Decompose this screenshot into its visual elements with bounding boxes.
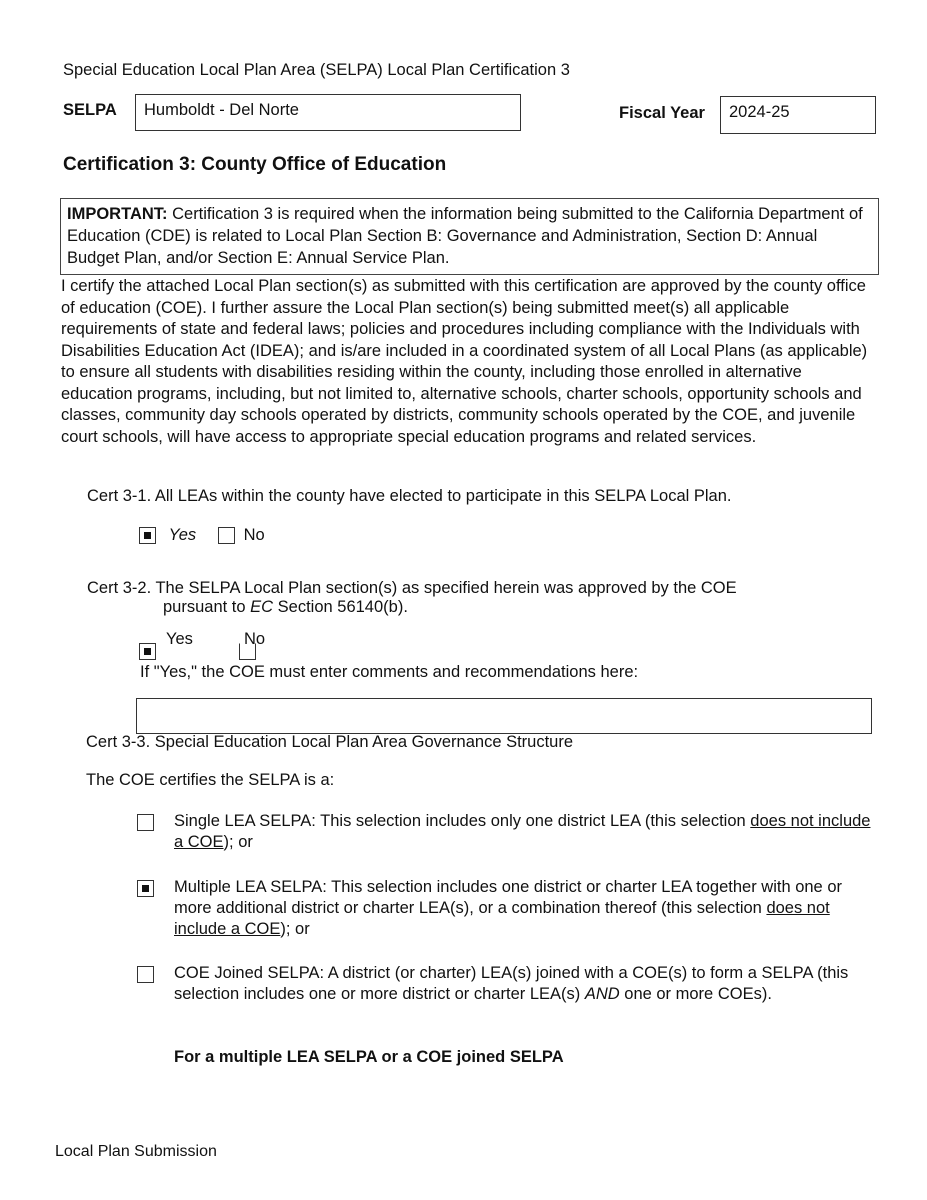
certification-paragraph: I certify the attached Local Plan section(s) as submitted with this certification are approved by the county office of education (COE). I further assure the Local Plan section(s) being submitted meet(s) all applicable requirements of state and federal laws; policies and procedures including compliance with the Individuals with Disabilities Education Act (IDEA); and is/are included in a coordinated system of all Local Plans (as applicable) to ensure all students with disabilities residing within the county, including those enrolled in alternative education programs, including, but not limited to, alternative schools, charter schools, opportunity schools and classes, community day schools operated by districts, community schools operated by the COE, and juvenile court schools, will have access to appropriate special education programs and related services.	[61, 277, 868, 446]
cert-3-2-yes-checkbox[interactable]	[139, 643, 156, 660]
cert-3-2-line2-pre: pursuant to	[163, 598, 251, 616]
single-lea-text-a: Single LEA SELPA: This selection includes only one district LEA (this selection	[174, 812, 751, 830]
selpa-field[interactable]	[135, 94, 521, 131]
cert-3-2-line2	[163, 598, 408, 617]
multiple-lea-text	[174, 877, 874, 940]
governance-option-multiple-lea[interactable]	[135, 877, 875, 942]
cert-3-2-no-label: No	[244, 630, 266, 648]
governance-option-single-lea[interactable]	[135, 811, 875, 856]
multiple-or-coe-subheading: For a multiple LEA SELPA or a COE joined SELPA	[174, 1048, 564, 1066]
section-title: Certification 3: County Office of Education	[63, 154, 447, 175]
coe-joined-text-b: one or more COEs).	[619, 985, 772, 1003]
page-footer: Local Plan Submission	[55, 1143, 217, 1160]
multiple-lea-text-underlined: does not include a COE	[174, 899, 830, 938]
important-text: Certification 3 is required when the information being submitted to the California Department of Education (CDE) is related to Local Plan Section B: Governance and Administration, Section D: Annual Budget Plan, and/or Section E: Annual Service Plan.	[67, 205, 863, 267]
single-lea-text-b: ); or	[223, 833, 253, 851]
fiscal-year-label: Fiscal Year	[619, 104, 705, 122]
coe-joined-text	[174, 963, 874, 1005]
coe-joined-text-and: AND	[584, 985, 620, 1003]
cert-3-1-no-label: No	[243, 526, 265, 544]
fiscal-year-value: 2024-25	[729, 103, 790, 121]
cert-3-2-yes-label: Yes	[166, 630, 193, 648]
cert-3-1-yes-label: Yes	[168, 526, 197, 544]
cert-3-1-no-checkbox[interactable]	[218, 527, 235, 544]
single-lea-text-underlined: does not include a COE	[174, 812, 871, 851]
cert-3-1-yes-checkbox[interactable]	[139, 527, 156, 544]
multiple-lea-checkbox[interactable]	[137, 880, 154, 897]
fiscal-year-field[interactable]	[720, 96, 876, 134]
single-lea-checkbox[interactable]	[137, 814, 154, 831]
single-lea-text	[174, 811, 874, 853]
cert-3-1-text: Cert 3-1. All LEAs within the county have elected to participate in this SELPA Local Plan.	[87, 487, 732, 505]
selpa-value: Humboldt - Del Norte	[144, 101, 299, 119]
document-header-title: Special Education Local Plan Area (SELPA) Local Plan Certification 3	[63, 61, 570, 79]
selpa-label: SELPA	[63, 101, 117, 119]
coe-joined-checkbox[interactable]	[137, 966, 154, 983]
cert-3-3-title: Cert 3-3. Special Education Local Plan Area Governance Structure	[86, 733, 574, 751]
coe-joined-text-a: COE Joined SELPA: A district (or charter) LEA(s) joined with a COE(s) to form a SELPA (this selection includes one or more district or charter LEA(s)	[174, 964, 849, 1003]
cert-3-1-no-option[interactable]	[218, 526, 265, 545]
important-label: IMPORTANT:	[67, 205, 168, 223]
cert-3-2-comments-prompt: If "Yes," the COE must enter comments and recommendations here:	[140, 663, 639, 681]
governance-option-coe-joined[interactable]	[135, 963, 875, 1028]
multiple-lea-text-b: ); or	[280, 920, 310, 938]
cert-3-2-ec: EC	[250, 598, 274, 616]
cert-3-2-comments-field[interactable]	[136, 698, 872, 734]
cert-3-2-line1: Cert 3-2. The SELPA Local Plan section(s) as specified herein was approved by the COE	[87, 579, 737, 597]
cert-3-1-yes-option[interactable]	[139, 526, 196, 545]
cert-3-3-intro: The COE certifies the SELPA is a:	[86, 771, 335, 789]
multiple-lea-text-a: Multiple LEA SELPA: This selection includes one district or charter LEA together with one or more additional district or charter LEA(s), or a combination thereof (this selection	[174, 878, 842, 917]
important-notice	[60, 198, 879, 275]
cert-3-2-line2-post: Section 56140(b).	[273, 598, 408, 616]
